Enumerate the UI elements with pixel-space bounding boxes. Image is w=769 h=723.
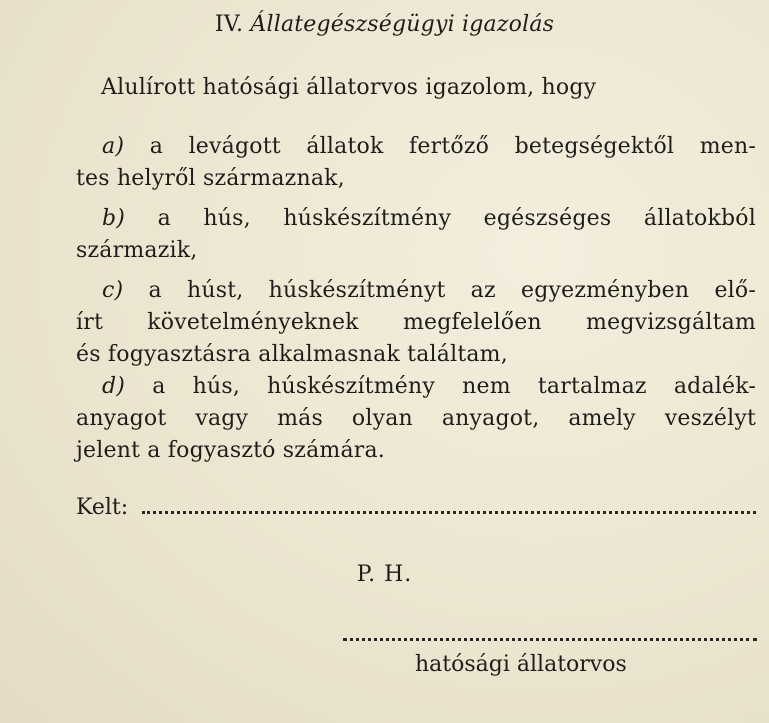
stamp-placeholder: P. H. xyxy=(356,562,413,587)
item-text-line: jelent a fogyasztó számára. xyxy=(76,438,385,463)
date-label: Kelt: xyxy=(76,495,129,520)
item-text-line: származik, xyxy=(76,238,198,263)
item-text-line: a hús, húskészítmény nem tartalmaz adalék- xyxy=(152,374,756,399)
signature-dotted-line xyxy=(343,638,757,641)
item-a xyxy=(76,131,756,195)
date-field xyxy=(76,495,756,520)
section-title: Állategészségügyi igazolás xyxy=(250,12,555,37)
item-text-line: tes helyről származnak, xyxy=(76,166,345,191)
intro-text: Alulírott hatósági állatorvos igazolom, hogy xyxy=(101,75,597,100)
item-c xyxy=(76,275,756,371)
item-d xyxy=(76,371,756,467)
date-dotted-line xyxy=(142,497,756,514)
item-label: d) xyxy=(102,374,126,399)
item-text-line: írt követelményeknek megfelelően megvizsgáltam xyxy=(76,310,756,335)
item-text-line: a húst, húskészítményt az egyezményben elő- xyxy=(148,278,756,303)
item-text-line: a levágott állatok fertőző betegségektől men- xyxy=(149,134,756,159)
signature-caption: hatósági állatorvos xyxy=(415,652,627,677)
item-b xyxy=(76,203,756,267)
item-text-line: a hús, húskészítmény egészséges állatokból xyxy=(157,206,756,231)
section-number: IV. xyxy=(214,12,244,37)
item-text-line: anyagot vagy más olyan anyagot, amely veszélyt xyxy=(76,406,756,431)
section-heading xyxy=(0,12,769,37)
item-label: a) xyxy=(102,134,125,159)
item-label: c) xyxy=(102,278,124,303)
item-label: b) xyxy=(102,206,126,231)
item-text-line: és fogyasztásra alkalmasnak találtam, xyxy=(76,342,508,367)
